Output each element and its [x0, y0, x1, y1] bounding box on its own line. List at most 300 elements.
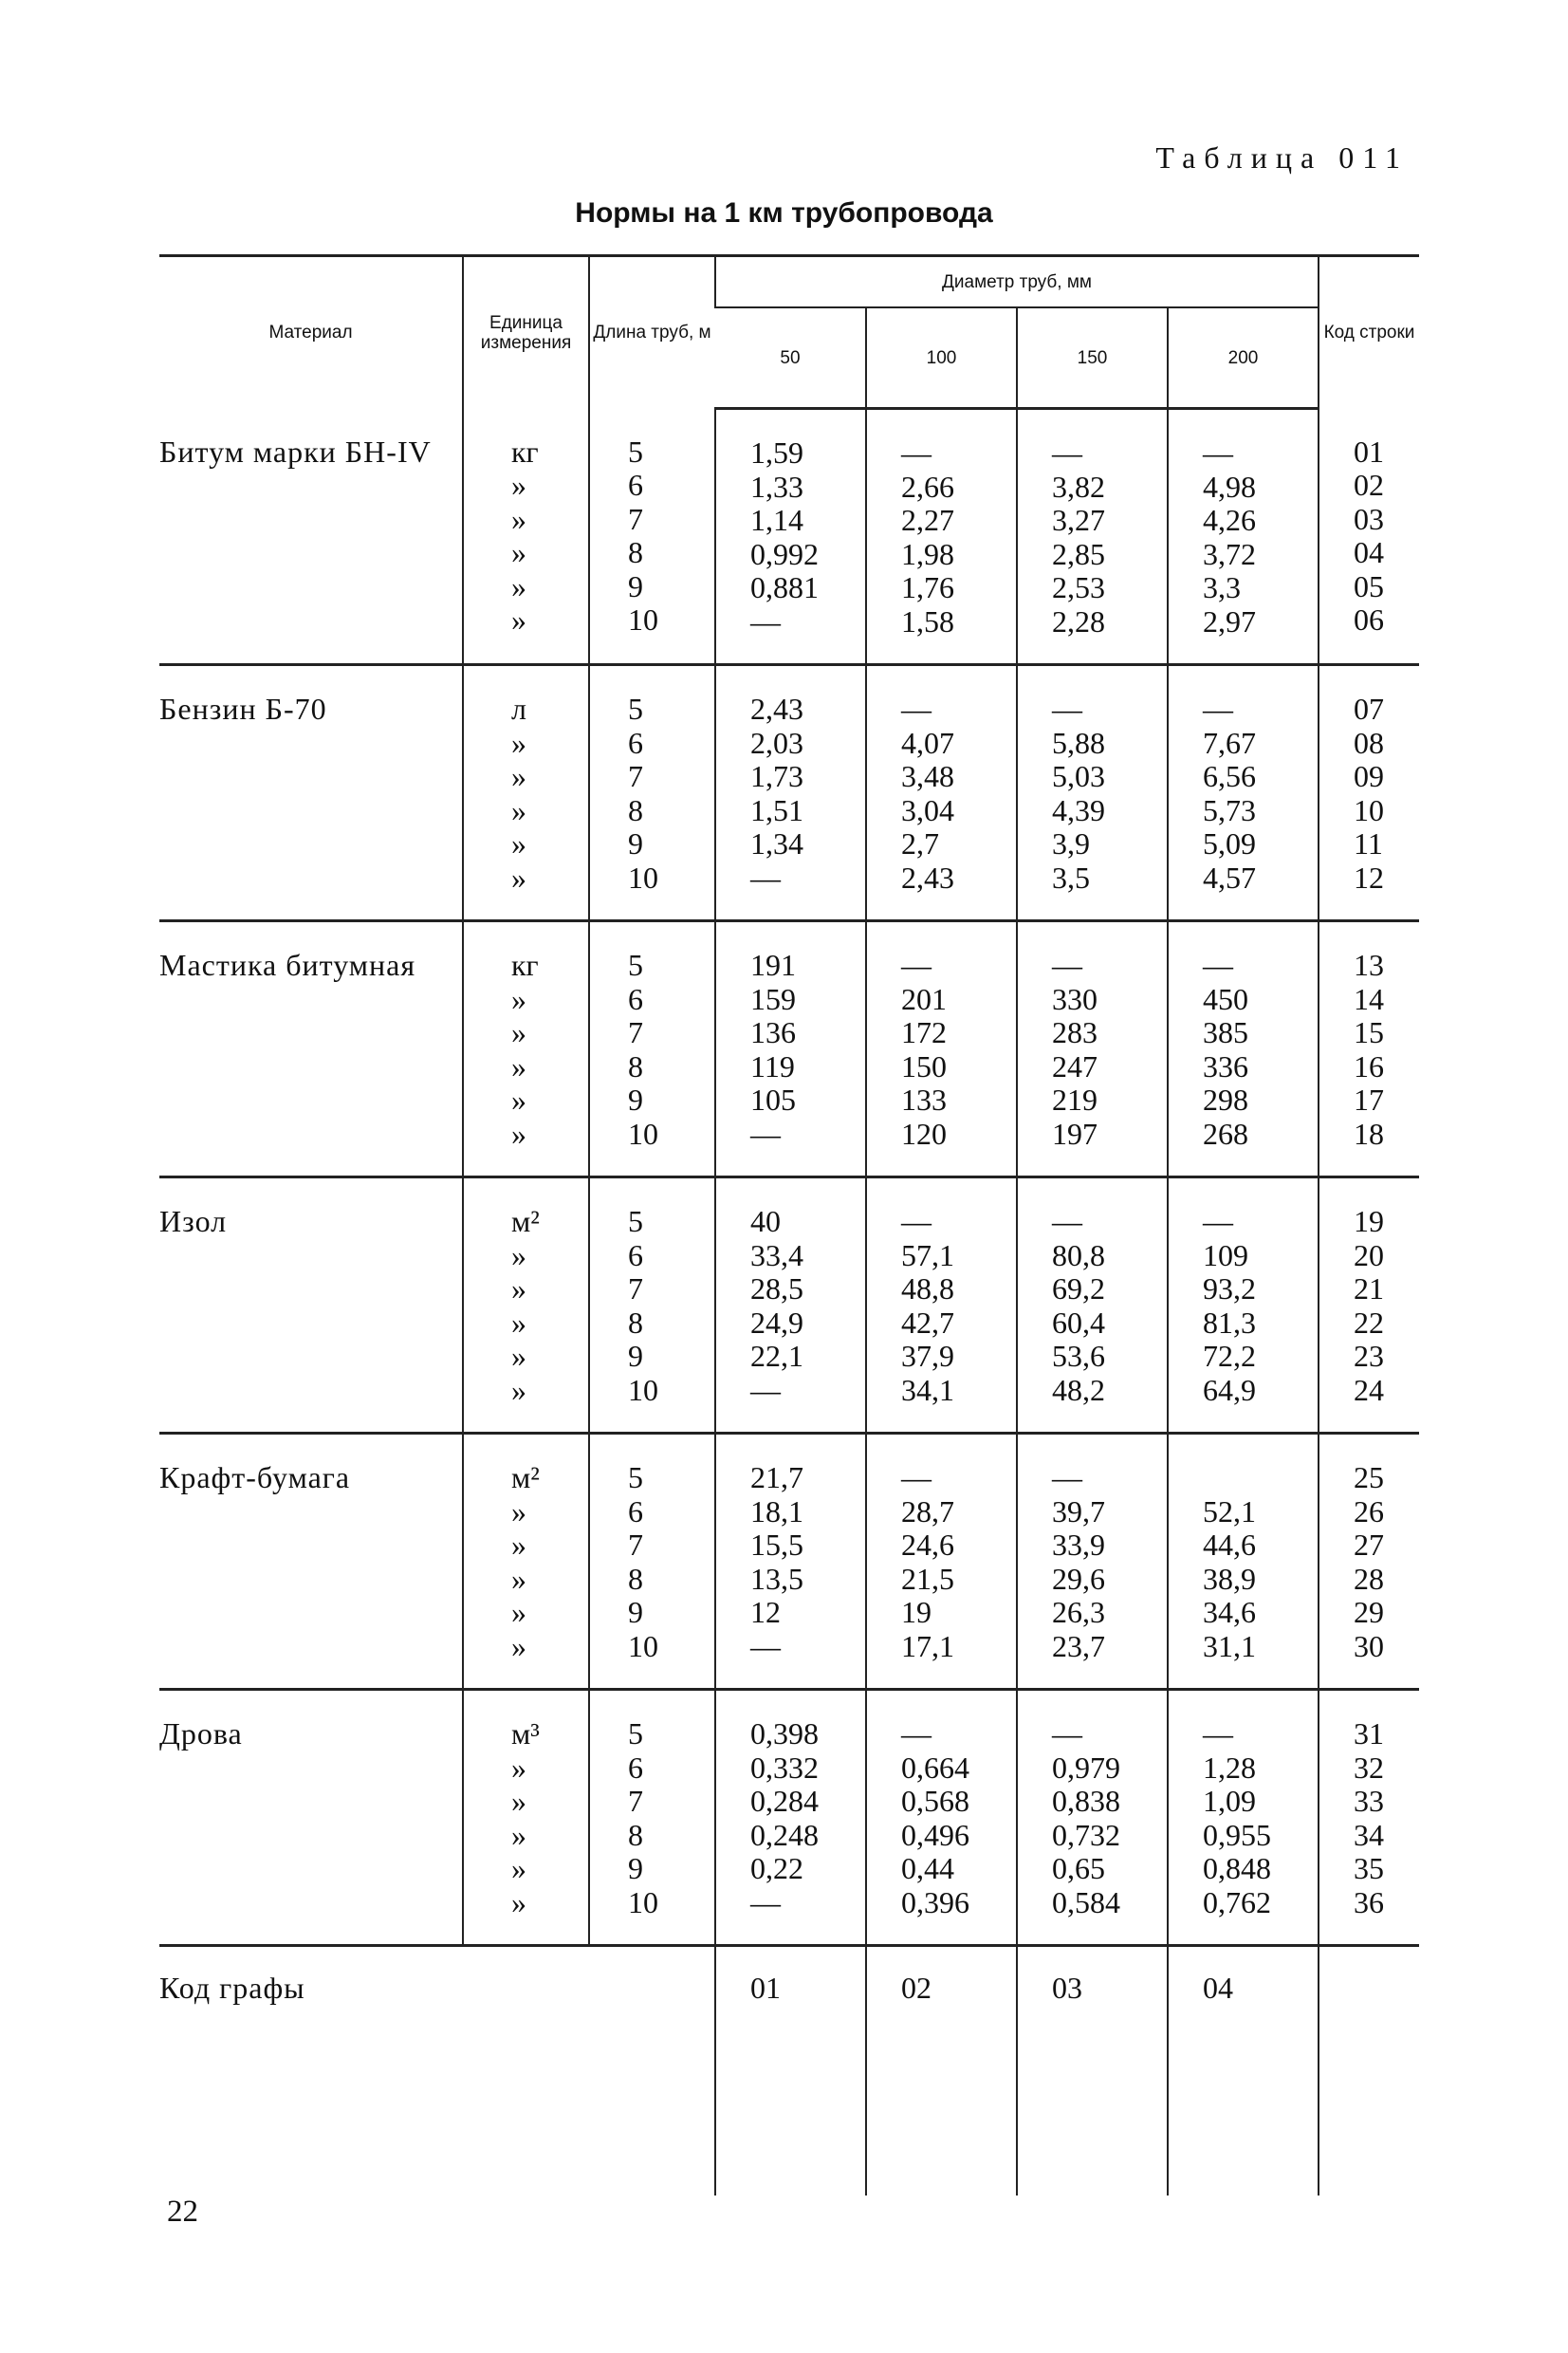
- cell-value: 5: [628, 1716, 643, 1751]
- material-group: [159, 921, 1419, 1177]
- cell-value: 109: [1203, 1237, 1248, 1272]
- d200-cell: [1168, 921, 1319, 1177]
- cell-value: »: [511, 1595, 526, 1629]
- cell-value: »: [511, 1628, 526, 1663]
- material-cell: Дрова: [159, 1690, 463, 1946]
- cell-value: 197: [1052, 1116, 1098, 1151]
- cell-value: 72,2: [1203, 1339, 1256, 1373]
- cell-value: 80,8: [1052, 1237, 1105, 1272]
- cell-value: 9: [628, 1851, 643, 1885]
- cell-value: 3,48: [901, 759, 954, 793]
- cell-value: »: [511, 1528, 526, 1562]
- cell-value: 0,955: [1203, 1817, 1271, 1852]
- d100-cell: [866, 1177, 1017, 1434]
- cell-value: 201: [901, 981, 947, 1016]
- d150-cell: [1017, 1177, 1168, 1434]
- cell-value: »: [511, 602, 526, 637]
- cell-value: 0,496: [901, 1817, 969, 1852]
- cell-value: 330: [1052, 981, 1098, 1016]
- cell-value: 7: [628, 1015, 643, 1049]
- cell-value: 8: [628, 1817, 643, 1852]
- row-code-cell: [1319, 1434, 1419, 1690]
- cell-value: 6: [628, 981, 643, 1016]
- d50-cell: [715, 921, 866, 1177]
- cell-value: »: [511, 792, 526, 827]
- cell-value: 9: [628, 1083, 643, 1117]
- cell-value: »: [511, 1339, 526, 1373]
- cell-value: 10: [628, 1372, 658, 1407]
- d200-cell: [1168, 665, 1319, 921]
- cell-value: 8: [628, 1048, 643, 1084]
- table-row: [159, 921, 1419, 1177]
- material-group: [159, 409, 1419, 665]
- cell-value: 0,568: [901, 1784, 969, 1818]
- cell-value: 33,9: [1052, 1528, 1105, 1562]
- cell-value: 18,1: [750, 1493, 803, 1529]
- length-cell: [589, 1177, 715, 1434]
- d50-cell: [715, 409, 866, 665]
- d50-cell: [715, 1434, 866, 1690]
- cell-value: »: [511, 1884, 526, 1919]
- cell-value: 9: [628, 1339, 643, 1373]
- cell-value: 37,9: [901, 1339, 954, 1373]
- d50-cell: [715, 1690, 866, 1946]
- cell-value: 5: [628, 1460, 643, 1494]
- material-cell: Битум марки БН-IV: [159, 409, 463, 665]
- cell-value: 26: [1354, 1493, 1384, 1529]
- cell-value: »: [511, 535, 526, 569]
- header-unit: Единица измерения: [463, 256, 589, 409]
- material-cell: Изол: [159, 1177, 463, 1434]
- cell-value: 3,27: [1052, 503, 1105, 537]
- cell-value: 6: [628, 725, 643, 760]
- cell-value: 5: [628, 434, 643, 469]
- cell-value: 5,88: [1052, 725, 1105, 760]
- cell-value: 69,2: [1052, 1271, 1105, 1306]
- cell-value: 2,85: [1052, 536, 1105, 571]
- cell-value: —: [1203, 1204, 1233, 1238]
- cell-value: »: [511, 1372, 526, 1407]
- cell-value: 7: [628, 501, 643, 536]
- d100-cell: [866, 1434, 1017, 1690]
- length-cell: [589, 665, 715, 921]
- cell-value: 1,28: [1203, 1750, 1256, 1785]
- cell-value: —: [750, 1628, 781, 1663]
- cell-value: 22,1: [750, 1339, 803, 1373]
- d200-cell: [1168, 1434, 1319, 1690]
- cell-value: —: [1203, 1716, 1233, 1751]
- cell-value: 3,72: [1203, 536, 1256, 571]
- cell-value: —: [901, 435, 932, 470]
- cell-value: 28,7: [901, 1493, 954, 1529]
- cell-value: 3,5: [1052, 860, 1090, 895]
- length-cell: [589, 1690, 715, 1946]
- length-cell: [589, 1434, 715, 1690]
- cell-value: —: [750, 1884, 781, 1919]
- cell-value: —: [901, 1716, 932, 1751]
- cell-value: 39,7: [1052, 1493, 1105, 1529]
- cell-value: 57,1: [901, 1237, 954, 1272]
- unit-cell: [463, 665, 589, 921]
- cell-value: 36: [1354, 1884, 1384, 1919]
- column-code-empty: [1319, 1946, 1419, 2196]
- cell-value: 38,9: [1203, 1561, 1256, 1596]
- d100-cell: [866, 921, 1017, 1177]
- cell-value: 283: [1052, 1015, 1098, 1049]
- cell-value: 20: [1354, 1237, 1384, 1272]
- cell-value: 21,7: [750, 1460, 803, 1494]
- cell-value: 172: [901, 1015, 947, 1049]
- cell-value: 19: [901, 1595, 932, 1629]
- cell-value: 11: [1354, 826, 1383, 861]
- cell-value: 10: [1354, 792, 1384, 827]
- cell-value: 0,44: [901, 1851, 954, 1885]
- cell-value: »: [511, 501, 526, 536]
- cell-value: 120: [901, 1116, 947, 1151]
- cell-value: 119: [750, 1048, 795, 1084]
- header-length: Длина труб, м: [589, 256, 715, 409]
- cell-value: 2,7: [901, 826, 939, 861]
- cell-value: 7: [628, 1784, 643, 1818]
- cell-value: 6: [628, 468, 643, 502]
- cell-value: 4,57: [1203, 860, 1256, 895]
- cell-value: —: [1203, 435, 1233, 470]
- row-code-cell: [1319, 1690, 1419, 1946]
- cell-value: 19: [1354, 1204, 1384, 1238]
- cell-value: 0,396: [901, 1884, 969, 1919]
- cell-value: 12: [750, 1595, 781, 1629]
- table-row: [159, 1690, 1419, 1946]
- cell-value: 16: [1354, 1048, 1384, 1084]
- cell-value: 30: [1354, 1628, 1384, 1663]
- cell-value: 12: [1354, 860, 1384, 895]
- cell-value: 52,1: [1203, 1493, 1256, 1529]
- table-row: [159, 409, 1419, 665]
- cell-value: —: [901, 948, 932, 982]
- cell-value: »: [511, 568, 526, 603]
- header-material: Материал: [159, 256, 463, 409]
- cell-value: —: [1052, 948, 1082, 982]
- cell-value: —: [1052, 435, 1082, 470]
- cell-value: 24,6: [901, 1528, 954, 1562]
- cell-value: 9: [628, 826, 643, 861]
- cell-value: 34,6: [1203, 1595, 1256, 1629]
- cell-value: 298: [1203, 1083, 1248, 1117]
- d200-cell: [1168, 409, 1319, 665]
- cell-value: 08: [1354, 725, 1384, 760]
- cell-value: »: [511, 1237, 526, 1272]
- cell-value: 1,34: [750, 826, 803, 861]
- cell-value: —: [1052, 1460, 1082, 1494]
- d200-cell: [1168, 1177, 1319, 1434]
- cell-value: 1,14: [750, 503, 803, 537]
- d100-cell: [866, 409, 1017, 665]
- header-diameter: Диаметр труб, мм: [715, 256, 1319, 308]
- cell-value: 29: [1354, 1595, 1384, 1629]
- cell-value: 5: [628, 692, 643, 726]
- header-row-code: Код строки: [1319, 256, 1419, 409]
- cell-value: 10: [628, 860, 658, 895]
- cell-value: 0,848: [1203, 1851, 1271, 1885]
- d150-cell: [1017, 665, 1168, 921]
- cell-value: 5: [628, 1204, 643, 1238]
- table-row: [159, 1177, 1419, 1434]
- cell-value: 2,97: [1203, 603, 1256, 639]
- cell-value: 2,66: [901, 469, 954, 504]
- cell-value: 15: [1354, 1015, 1384, 1049]
- header-d200: 200: [1168, 307, 1319, 409]
- cell-value: —: [750, 860, 781, 895]
- material-cell: Бензин Б-70: [159, 665, 463, 921]
- header-d150: 150: [1017, 307, 1168, 409]
- d50-cell: [715, 665, 866, 921]
- cell-value: л: [511, 692, 526, 726]
- cell-value: 0,979: [1052, 1750, 1120, 1785]
- cell-value: »: [511, 759, 526, 793]
- cell-value: 2,28: [1052, 603, 1105, 639]
- cell-value: 7: [628, 1528, 643, 1562]
- cell-value: 0,332: [750, 1750, 819, 1785]
- cell-value: 1,33: [750, 469, 803, 504]
- cell-value: 60,4: [1052, 1305, 1105, 1340]
- cell-value: 0,732: [1052, 1817, 1120, 1852]
- cell-value: 0,284: [750, 1784, 819, 1818]
- row-code-cell: [1319, 665, 1419, 921]
- cell-value: —: [750, 1372, 781, 1407]
- cell-value: 247: [1052, 1048, 1098, 1084]
- cell-value: 1,76: [901, 570, 954, 604]
- table-title: Нормы на 1 км трубопровода: [575, 197, 993, 229]
- cell-value: кг: [511, 434, 539, 469]
- cell-value: 4,26: [1203, 503, 1256, 537]
- cell-value: 133: [901, 1083, 947, 1117]
- cell-value: 25: [1354, 1460, 1384, 1494]
- cell-value: »: [511, 725, 526, 760]
- cell-value: 02: [1354, 468, 1384, 502]
- cell-value: 0,881: [750, 570, 819, 604]
- cell-value: 0,22: [750, 1851, 803, 1885]
- cell-value: —: [901, 1460, 932, 1494]
- cell-value: 2,43: [750, 692, 803, 726]
- cell-value: 48,8: [901, 1271, 954, 1306]
- unit-cell: [463, 1177, 589, 1434]
- length-cell: [589, 409, 715, 665]
- cell-value: 0,838: [1052, 1784, 1120, 1818]
- cell-value: 0,584: [1052, 1884, 1120, 1919]
- cell-value: 3,3: [1203, 570, 1241, 604]
- cell-value: кг: [511, 948, 539, 982]
- cell-value: 0,65: [1052, 1851, 1105, 1885]
- cell-value: 21: [1354, 1271, 1384, 1306]
- cell-value: —: [1052, 1204, 1082, 1238]
- page-number: 22: [167, 2195, 198, 2229]
- cell-value: 8: [628, 792, 643, 827]
- cell-value: 31,1: [1203, 1628, 1256, 1663]
- cell-value: 2,03: [750, 725, 803, 760]
- cell-value: 01: [1354, 434, 1384, 469]
- cell-value: 6: [628, 1493, 643, 1529]
- cell-value: 5: [628, 948, 643, 982]
- cell-value: 6,56: [1203, 759, 1256, 793]
- cell-value: 1,59: [750, 435, 803, 470]
- cell-value: »: [511, 1493, 526, 1529]
- table-number: Таблица 011: [1155, 140, 1409, 175]
- cell-value: 33: [1354, 1784, 1384, 1818]
- cell-value: 14: [1354, 981, 1384, 1016]
- cell-value: »: [511, 1015, 526, 1049]
- d100-cell: [866, 1690, 1017, 1946]
- cell-value: 15,5: [750, 1528, 803, 1562]
- material-group: [159, 1177, 1419, 1434]
- row-code-cell: [1319, 1177, 1419, 1434]
- table-row: [159, 1434, 1419, 1690]
- cell-value: »: [511, 981, 526, 1016]
- header-d50: 50: [715, 307, 866, 409]
- cell-value: 268: [1203, 1116, 1248, 1151]
- cell-value: »: [511, 1817, 526, 1852]
- cell-value: »: [511, 1851, 526, 1885]
- cell-value: 34: [1354, 1817, 1384, 1852]
- cell-value: 1,51: [750, 792, 803, 827]
- cell-value: 13,5: [750, 1561, 803, 1596]
- cell-value: 18: [1354, 1116, 1384, 1151]
- column-code-cell: 02: [866, 1946, 1017, 2196]
- material-group: [159, 665, 1419, 921]
- cell-value: 0,992: [750, 536, 819, 571]
- material-group: [159, 1434, 1419, 1690]
- cell-value: 9: [628, 568, 643, 603]
- cell-value: 0,248: [750, 1817, 819, 1852]
- cell-value: —: [750, 1116, 781, 1151]
- cell-value: 33,4: [750, 1237, 803, 1272]
- cell-value: 64,9: [1203, 1372, 1256, 1407]
- cell-value: 24,9: [750, 1305, 803, 1340]
- cell-value: 04: [1354, 535, 1384, 569]
- cell-value: 5,03: [1052, 759, 1105, 793]
- cell-value: 17: [1354, 1083, 1384, 1117]
- cell-value: 3,82: [1052, 469, 1105, 504]
- cell-value: »: [511, 1750, 526, 1785]
- cell-value: 6: [628, 1237, 643, 1272]
- cell-value: 4,07: [901, 725, 954, 760]
- d150-cell: [1017, 1690, 1168, 1946]
- cell-value: »: [511, 1784, 526, 1818]
- cell-value: »: [511, 860, 526, 895]
- d150-cell: [1017, 409, 1168, 665]
- cell-value: 2,53: [1052, 570, 1105, 604]
- cell-value: 219: [1052, 1083, 1098, 1117]
- cell-value: —: [750, 603, 781, 639]
- cell-value: 0,398: [750, 1716, 819, 1751]
- cell-value: —: [1052, 692, 1082, 726]
- cell-value: 1,58: [901, 603, 954, 639]
- cell-value: 26,3: [1052, 1595, 1105, 1629]
- cell-value: 81,3: [1203, 1305, 1256, 1340]
- cell-value: 21,5: [901, 1561, 954, 1596]
- cell-value: 42,7: [901, 1305, 954, 1340]
- cell-value: 8: [628, 1561, 643, 1596]
- cell-value: 10: [628, 602, 658, 637]
- unit-cell: [463, 1434, 589, 1690]
- cell-value: 29,6: [1052, 1561, 1105, 1596]
- cell-value: 7: [628, 759, 643, 793]
- cell-value: 17,1: [901, 1628, 954, 1663]
- cell-value: 105: [750, 1083, 796, 1117]
- cell-value: —: [1203, 692, 1233, 726]
- cell-value: 7: [628, 1271, 643, 1306]
- cell-value: »: [511, 468, 526, 502]
- cell-value: 93,2: [1203, 1271, 1256, 1306]
- table-row: [159, 665, 1419, 921]
- cell-value: 1,09: [1203, 1784, 1256, 1818]
- cell-value: 385: [1203, 1015, 1248, 1049]
- unit-cell: [463, 921, 589, 1177]
- column-code-cell: 04: [1168, 1946, 1319, 2196]
- cell-value: —: [901, 1204, 932, 1238]
- cell-value: »: [511, 1048, 526, 1084]
- cell-value: 150: [901, 1048, 947, 1084]
- cell-value: 09: [1354, 759, 1384, 793]
- cell-value: 28: [1354, 1561, 1384, 1596]
- row-code-cell: [1319, 921, 1419, 1177]
- cell-value: 23,7: [1052, 1628, 1105, 1663]
- cell-value: 5,73: [1203, 792, 1256, 827]
- cell-value: 53,6: [1052, 1339, 1105, 1373]
- column-code-cell: 01: [715, 1946, 866, 2196]
- cell-value: »: [511, 1305, 526, 1340]
- unit-cell: [463, 409, 589, 665]
- cell-value: 34,1: [901, 1372, 954, 1407]
- cell-value: 06: [1354, 602, 1384, 637]
- cell-value: 24: [1354, 1372, 1384, 1407]
- table-row: [159, 1946, 1419, 2196]
- material-cell: Мастика битумная: [159, 921, 463, 1177]
- norms-table: [159, 254, 1419, 2196]
- cell-value: 10: [628, 1884, 658, 1919]
- cell-value: 336: [1203, 1048, 1248, 1084]
- unit-cell: [463, 1690, 589, 1946]
- column-code-cell: 03: [1017, 1946, 1168, 2196]
- cell-value: 3,04: [901, 792, 954, 827]
- cell-value: 27: [1354, 1528, 1384, 1562]
- cell-value: 5,09: [1203, 826, 1256, 861]
- cell-value: 0,664: [901, 1750, 969, 1785]
- cell-value: [1203, 1461, 1318, 1495]
- d50-cell: [715, 1177, 866, 1434]
- column-code-label: Код графы: [159, 1971, 305, 2005]
- cell-value: 35: [1354, 1851, 1384, 1885]
- cell-value: 48,2: [1052, 1372, 1105, 1407]
- length-cell: [589, 921, 715, 1177]
- cell-value: 05: [1354, 568, 1384, 603]
- cell-value: м³: [511, 1716, 540, 1751]
- cell-value: 22: [1354, 1305, 1384, 1340]
- cell-value: 136: [750, 1015, 796, 1049]
- cell-value: »: [511, 826, 526, 861]
- cell-value: 4,39: [1052, 792, 1105, 827]
- cell-value: 32: [1354, 1750, 1384, 1785]
- cell-value: 13: [1354, 948, 1384, 982]
- cell-value: 0,762: [1203, 1884, 1271, 1919]
- cell-value: 2,27: [901, 503, 954, 537]
- cell-value: »: [511, 1561, 526, 1596]
- d100-cell: [866, 665, 1017, 921]
- material-group: [159, 1690, 1419, 1946]
- cell-value: 07: [1354, 692, 1384, 726]
- column-code-footer: [159, 1946, 1419, 2196]
- cell-value: 159: [750, 981, 796, 1016]
- row-code-cell: [1319, 409, 1419, 665]
